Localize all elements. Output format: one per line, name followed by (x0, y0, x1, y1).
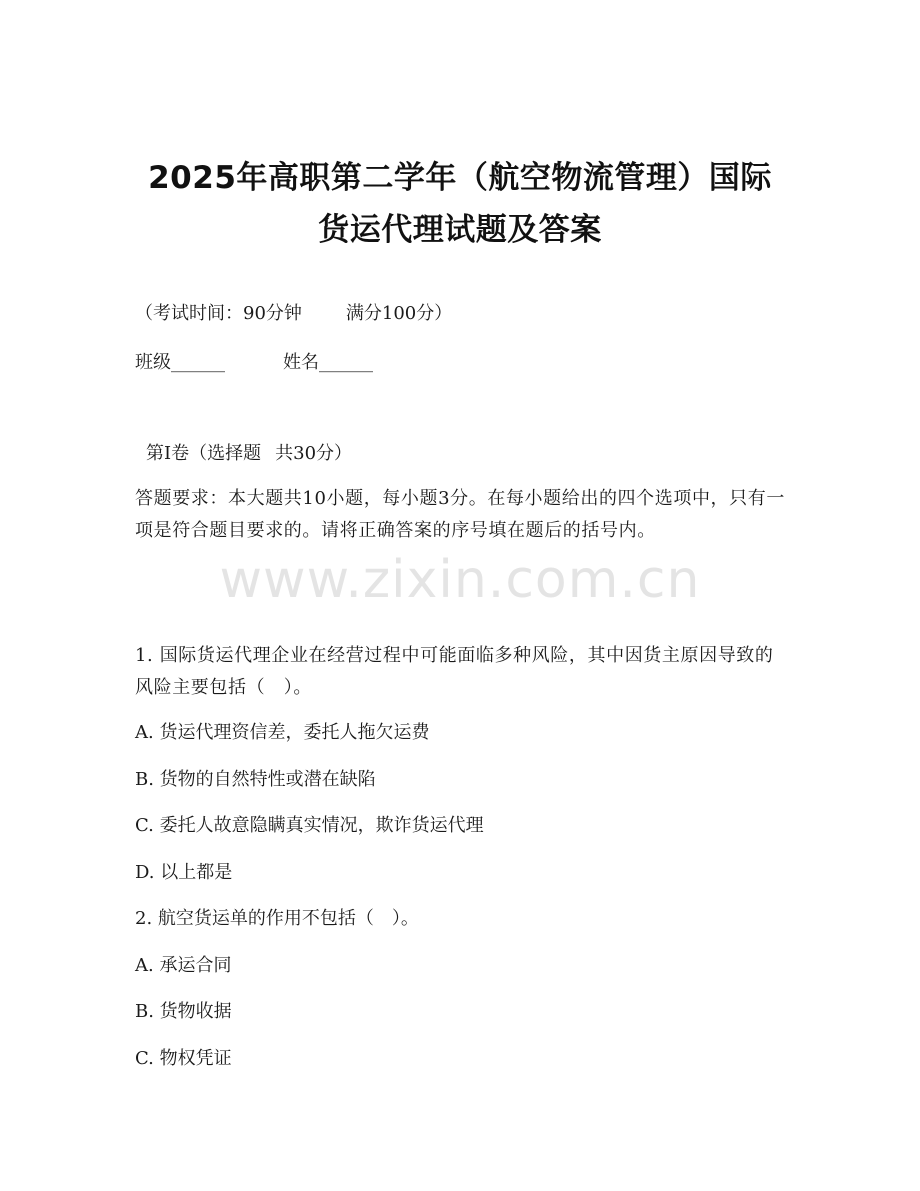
question-1-option-d: D. 以上都是 (135, 862, 233, 883)
exam-time: （考试时间：90分钟 (135, 303, 302, 324)
instructions: 答题要求：本大题共10小题，每小题3分。在每小题给出的四个选项中，只有一项是符合题目要求的。请将正确答案的序号填在题后的括号内。 (135, 488, 785, 541)
watermark: www.zixin.com.cn (219, 550, 701, 610)
name-label: 姓名______ (283, 352, 373, 373)
question-2-option-c: C. 物权凭证 (135, 1048, 232, 1069)
question-1-option-a: A. 货运代理资信差，委托人拖欠运费 (135, 722, 430, 743)
question-1-stem: 1. 国际货运代理企业在经营过程中可能面临多种风险，其中因货主原因导致的风险主要包括（ ）。 (135, 645, 774, 698)
question-2-option-a: A. 承运合同 (135, 955, 232, 976)
class-label: 班级______ (135, 352, 225, 373)
section-title: 第I卷（选择题 (146, 443, 262, 464)
question-1-option-b: B. 货物的自然特性或潜在缺陷 (135, 769, 376, 790)
section-points: 共30分） (275, 443, 353, 464)
student-info (135, 351, 373, 375)
question-2-option-b: B. 货物收据 (135, 1001, 232, 1022)
exam-info (135, 302, 452, 326)
question-2-stem: 2. 航空货运单的作用不包括（ ）。 (135, 908, 419, 929)
question-1-option-c: C. 委托人故意隐瞒真实情况，欺诈货运代理 (135, 815, 484, 836)
page-title (100, 152, 820, 256)
title-line-1: 2025年高职第二学年（航空物流管理）国际 (148, 160, 772, 196)
section-heading (146, 442, 352, 466)
title-line-2: 货运代理试题及答案 (318, 212, 602, 248)
full-score: 满分100分） (345, 303, 453, 324)
